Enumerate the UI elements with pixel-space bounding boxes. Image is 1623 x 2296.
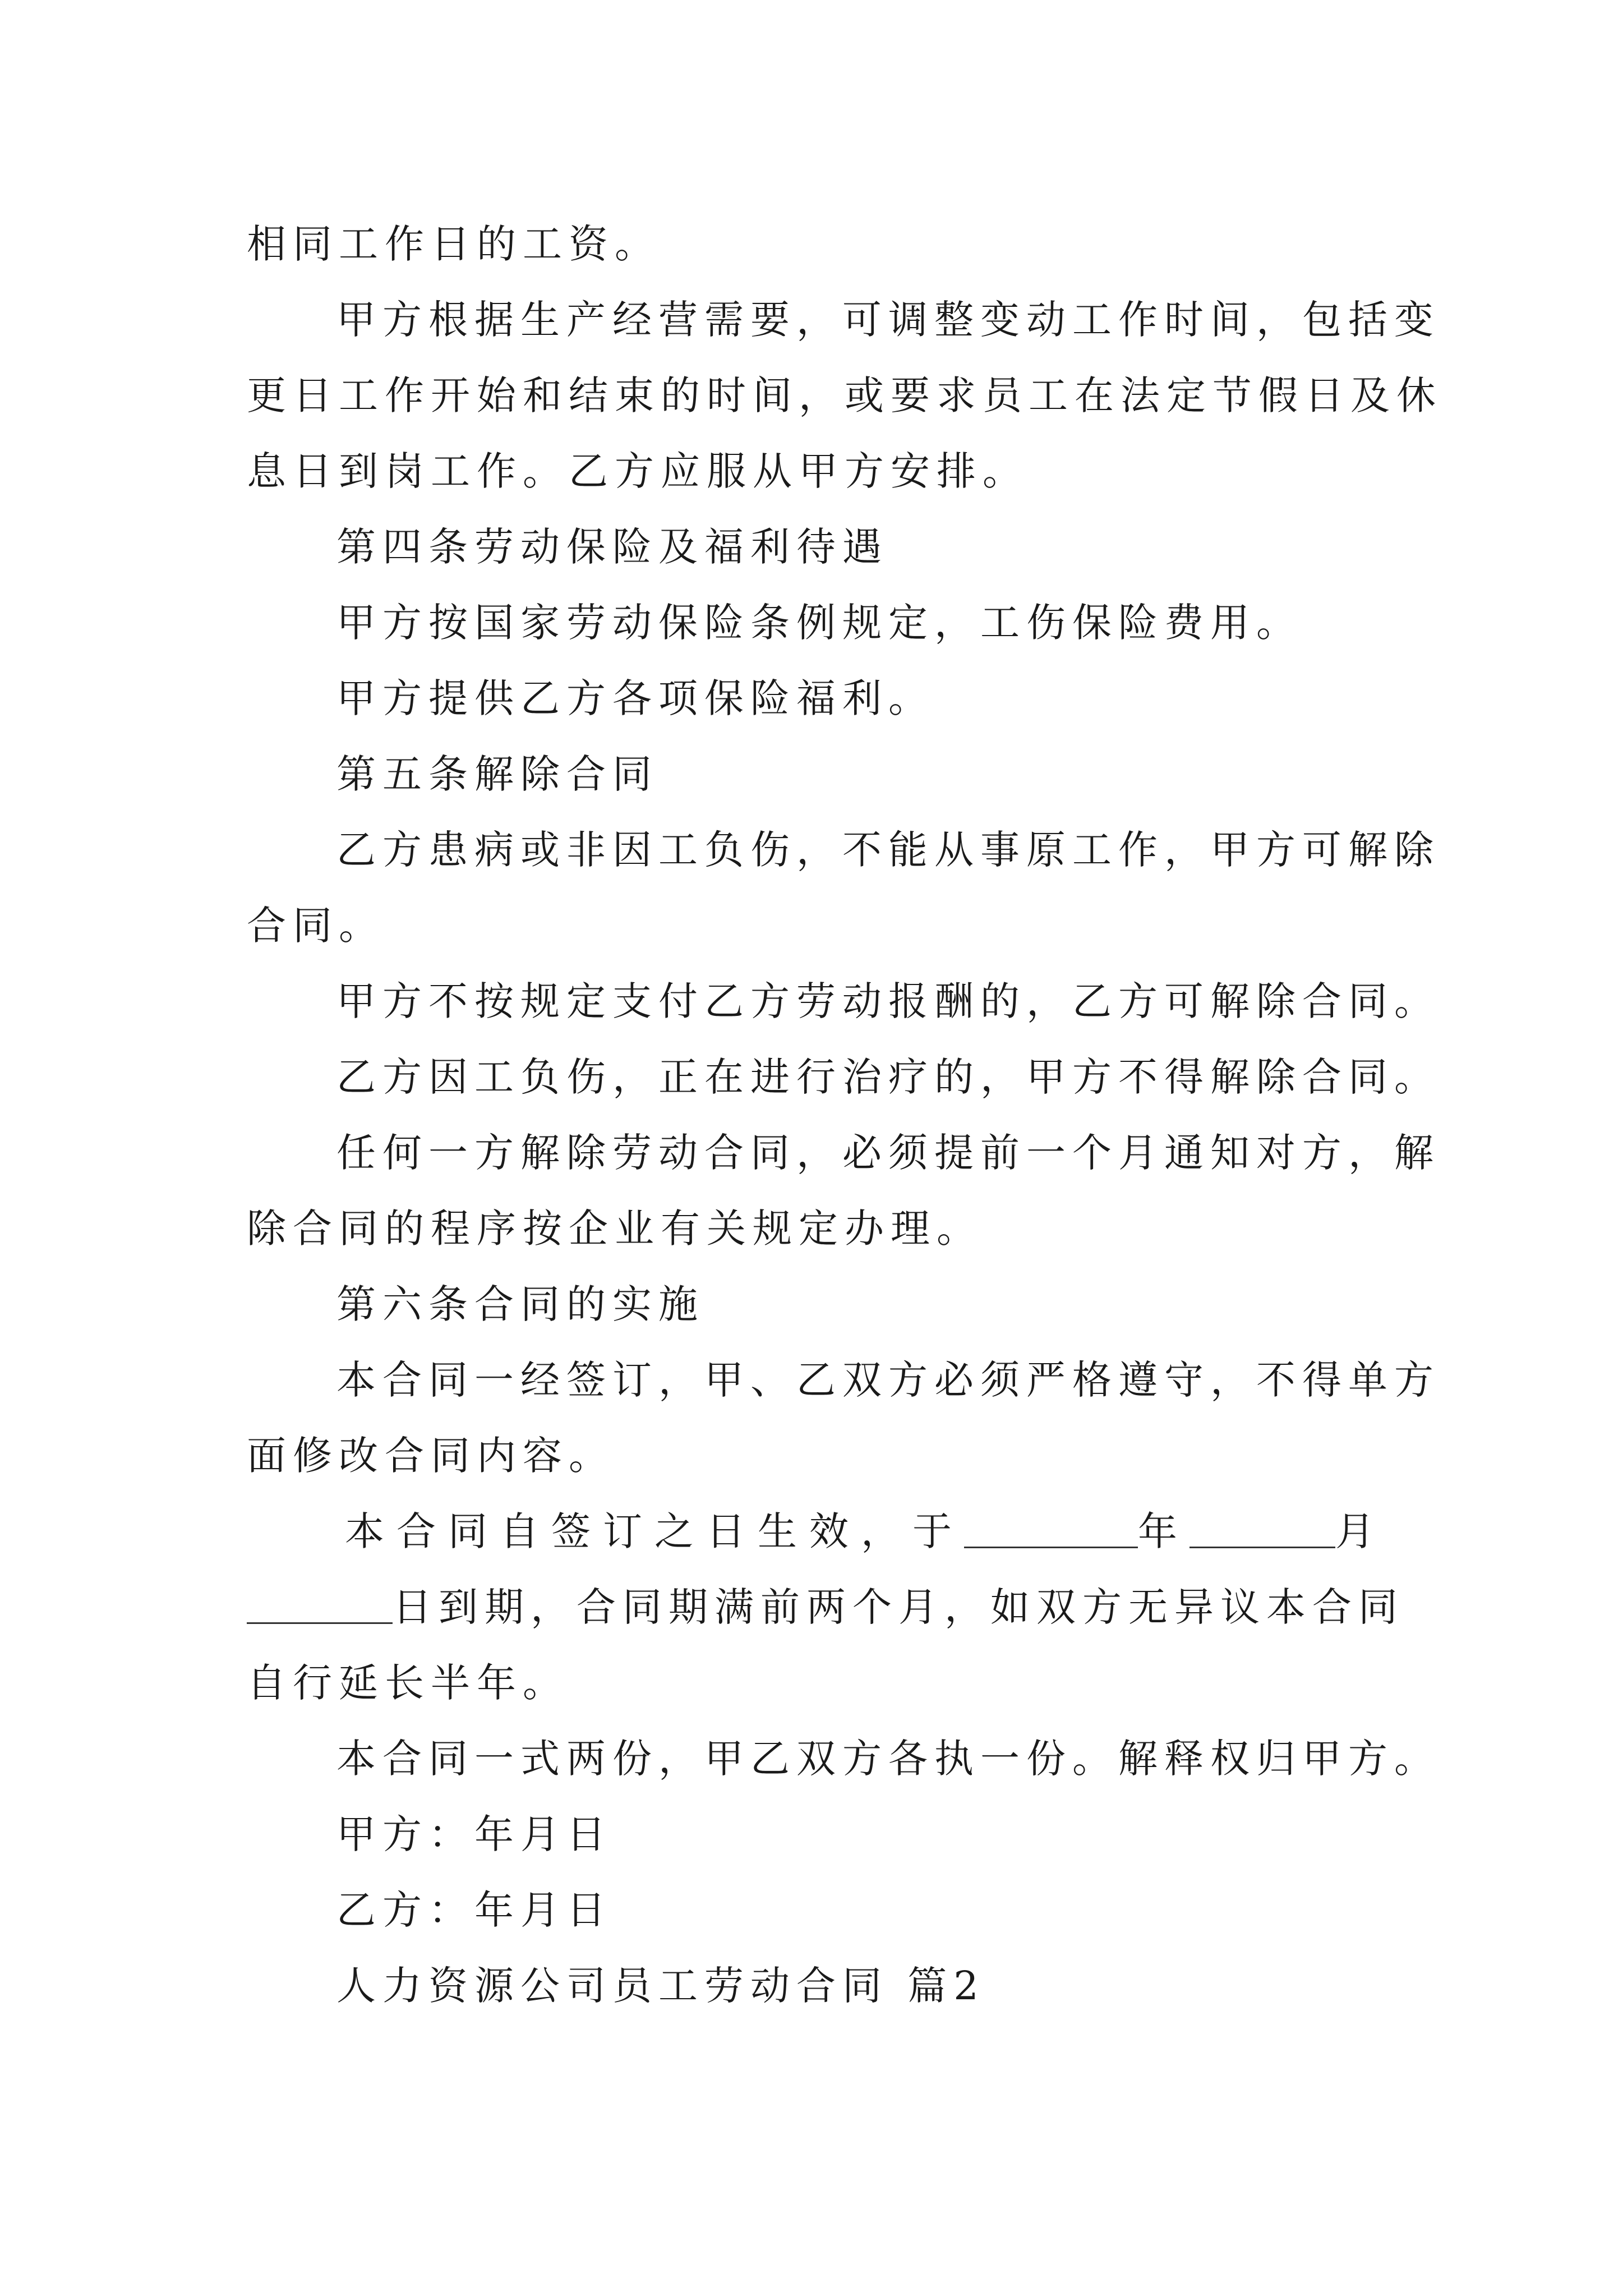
- text-line: 面修改合同内容。: [247, 1433, 615, 1479]
- signature-line: 乙方：年月日: [336, 1887, 612, 1933]
- text-line: 相同工作日的工资。: [247, 221, 661, 267]
- text-segment: 月: [1335, 1508, 1387, 1554]
- text-line: 乙方因工负伤，正在进行治疗的，甲方不得解除合同。: [336, 1054, 1440, 1100]
- signature-line: 甲方：年月日: [336, 1811, 612, 1857]
- text-line: 甲方按国家劳动保险条例规定，工伤保险费用。: [336, 600, 1302, 646]
- date-blank: [247, 1588, 393, 1624]
- text-line: 息日到岗工作。乙方应服从甲方安排。: [247, 448, 1029, 494]
- text-segment: 日到期，合同期满前两个月，如双方无异议本合同: [393, 1584, 1404, 1630]
- date-line: [345, 1508, 1387, 1554]
- text-line: 甲方不按规定支付乙方劳动报酬的，乙方可解除合同。: [336, 978, 1440, 1024]
- text-line: 自行延长半年。: [247, 1660, 569, 1706]
- text-segment: 年: [1138, 1508, 1189, 1554]
- section-heading: 第六条合同的实施: [336, 1281, 704, 1327]
- document-heading: 人力资源公司员工劳动合同 篇2: [336, 1963, 985, 2009]
- section-heading: 第五条解除合同: [336, 751, 658, 797]
- text-line: 本合同一经签订，甲、乙双方必须严格遵守，不得单方: [336, 1357, 1440, 1403]
- text-line: 本合同一式两份，甲乙双方各执一份。解释权归甲方。: [336, 1736, 1440, 1782]
- date-line: [247, 1584, 1404, 1630]
- section-heading: 第四条劳动保险及福利待遇: [336, 524, 888, 570]
- date-blank: [964, 1512, 1138, 1548]
- text-line: 甲方提供乙方各项保险福利。: [336, 675, 934, 721]
- text-line: 合同。: [247, 903, 385, 949]
- text-line: 除合同的程序按企业有关规定办理。: [247, 1205, 983, 1251]
- text-line: 甲方根据生产经营需要，可调整变动工作时间，包括变: [336, 297, 1440, 343]
- text-line: 任何一方解除劳动合同，必须提前一个月通知对方，解: [336, 1130, 1440, 1176]
- date-blank: [1189, 1512, 1335, 1548]
- text-segment: 本合同自签订之日生效，于: [345, 1508, 964, 1554]
- text-line: 更日工作开始和结束的时间，或要求员工在法定节假日及休: [247, 372, 1442, 418]
- text-line: 乙方患病或非因工负伤，不能从事原工作，甲方可解除: [336, 827, 1440, 873]
